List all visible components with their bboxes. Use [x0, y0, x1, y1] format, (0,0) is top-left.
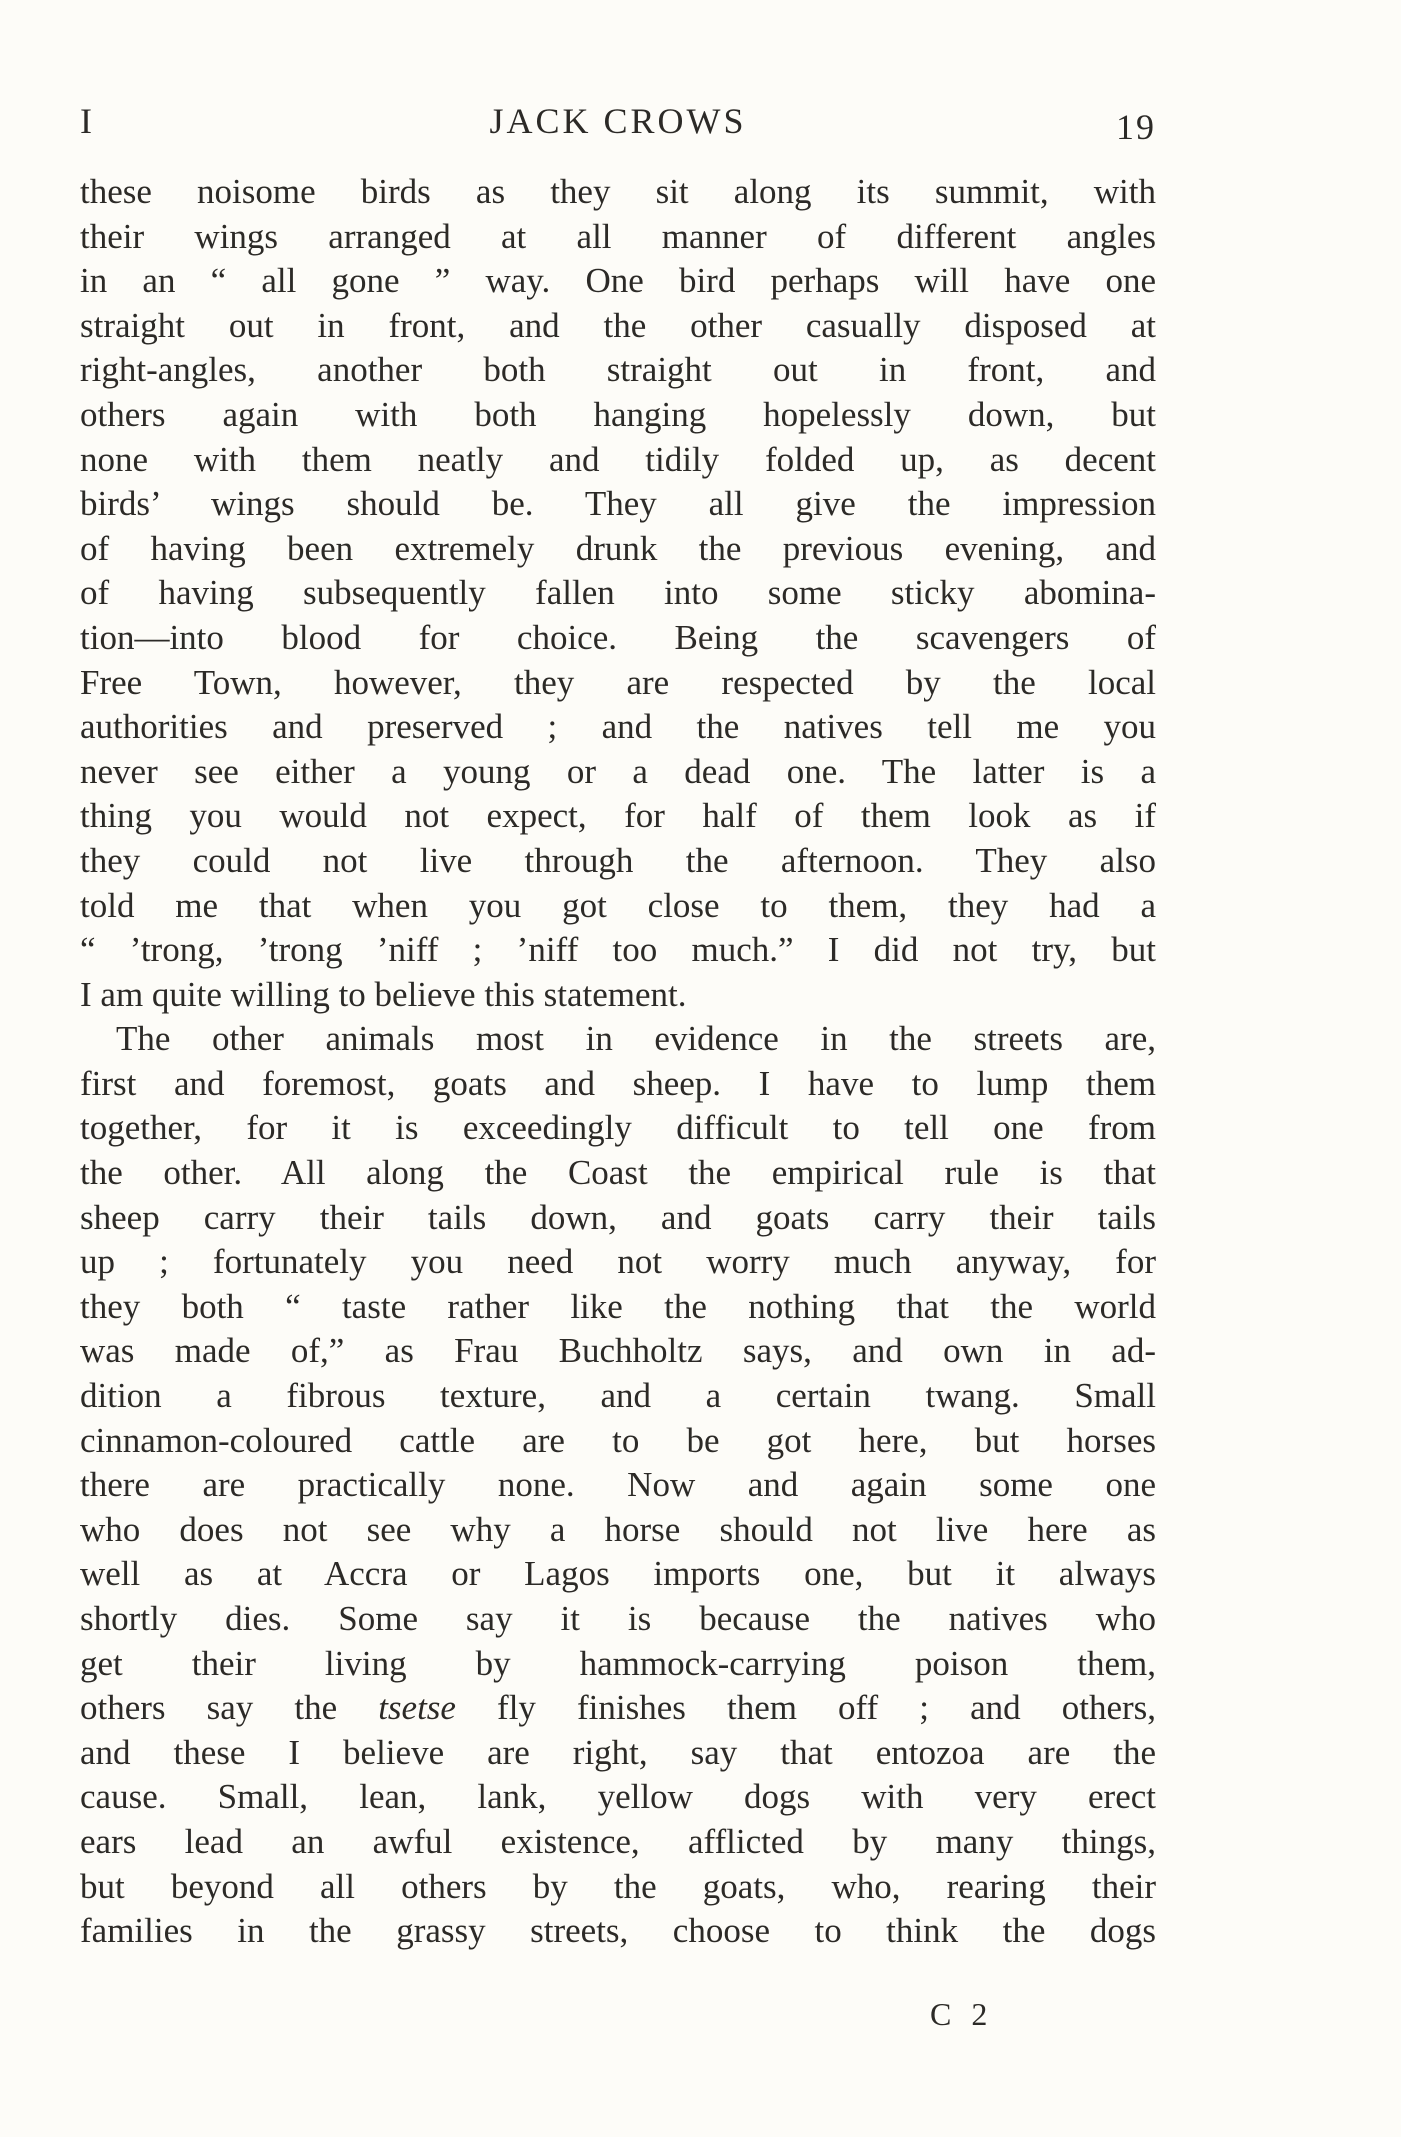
running-head [80, 100, 1156, 148]
page-number: 19 [1116, 107, 1156, 147]
text-line: in an “ all gone ” way. One bird perhaps will have one [80, 261, 1156, 301]
text-line: told me that when you got close to them, they had a [80, 885, 1156, 925]
text-line: of having subsequently fallen into some sticky abomina- [80, 573, 1156, 613]
body-text [80, 170, 1156, 1954]
signature-mark: C 2 [930, 1996, 994, 2032]
text-line: birds’ wings should be. They all give the impression [80, 484, 1156, 524]
text-line: others say the tsetse fly finishes them off ; and others, [80, 1688, 1156, 1728]
text-line: right-angles, another both straight out in front, and [80, 350, 1156, 390]
text-line: first and foremost, goats and sheep. I have to lump them [80, 1063, 1156, 1103]
text-line: others again with both hanging hopelessly down, but [80, 394, 1156, 434]
text-line: well as at Accra or Lagos imports one, but it always [80, 1554, 1156, 1594]
text-line: none with them neatly and tidily folded up, as decent [80, 439, 1156, 479]
text-line: The other animals most in evidence in the streets are, [116, 1019, 1156, 1059]
text-line: who does not see why a horse should not live here as [80, 1509, 1156, 1549]
text-line: thing you would not expect, for half of them look as if [80, 796, 1156, 836]
text-line: their wings arranged at all manner of different angles [80, 216, 1156, 256]
text-line: was made of,” as Frau Buchholtz says, and own in ad- [80, 1331, 1156, 1371]
text-line: “ ’trong, ’trong ’niff ; ’niff too much.” I did not try, but [80, 930, 1156, 970]
text-line: up ; fortunately you need not worry much anyway, for [80, 1242, 1156, 1282]
text-line: never see either a young or a dead one. The latter is a [80, 751, 1156, 791]
text-line: cinnamon-coloured cattle are to be got here, but horses [80, 1420, 1156, 1460]
text-line: authorities and preserved ; and the natives tell me you [80, 707, 1156, 747]
text-line: but beyond all others by the goats, who, rearing their [80, 1866, 1156, 1906]
text-line: the other. All along the Coast the empirical rule is that [80, 1153, 1156, 1193]
text-line: and these I believe are right, say that entozoa are the [80, 1732, 1156, 1772]
chapter-number: I [80, 101, 94, 141]
text-line: of having been extremely drunk the previous evening, and [80, 528, 1156, 568]
text-line: sheep carry their tails down, and goats carry their tails [80, 1197, 1156, 1237]
running-title: JACK CROWS [489, 101, 747, 141]
text-line: dition a fibrous texture, and a certain twang. Small [80, 1376, 1156, 1416]
text-line: together, for it is exceedingly difficult to tell one from [80, 1108, 1156, 1148]
text-line: tion—into blood for choice. Being the scavengers of [80, 617, 1156, 657]
text-line: cause. Small, lean, lank, yellow dogs with very erect [80, 1777, 1156, 1817]
text-line: they could not live through the afternoon. They also [80, 840, 1156, 880]
text-line: ears lead an awful existence, afflicted by many things, [80, 1821, 1156, 1861]
text-line: I am quite willing to believe this statement. [80, 974, 687, 1014]
text-line: straight out in front, and the other casually disposed at [80, 305, 1156, 345]
text-line: there are practically none. Now and again some one [80, 1465, 1156, 1505]
text-line: these noisome birds as they sit along its summit, with [80, 172, 1156, 211]
text-line: shortly dies. Some say it is because the natives who [80, 1599, 1156, 1638]
text-line: get their living by hammock-carrying poison them, [80, 1643, 1156, 1683]
text-line: families in the grassy streets, choose to think the dogs [80, 1911, 1156, 1951]
text-line: Free Town, however, they are respected by the local [80, 662, 1156, 702]
text-line: they both “ taste rather like the nothing that the world [80, 1286, 1156, 1326]
